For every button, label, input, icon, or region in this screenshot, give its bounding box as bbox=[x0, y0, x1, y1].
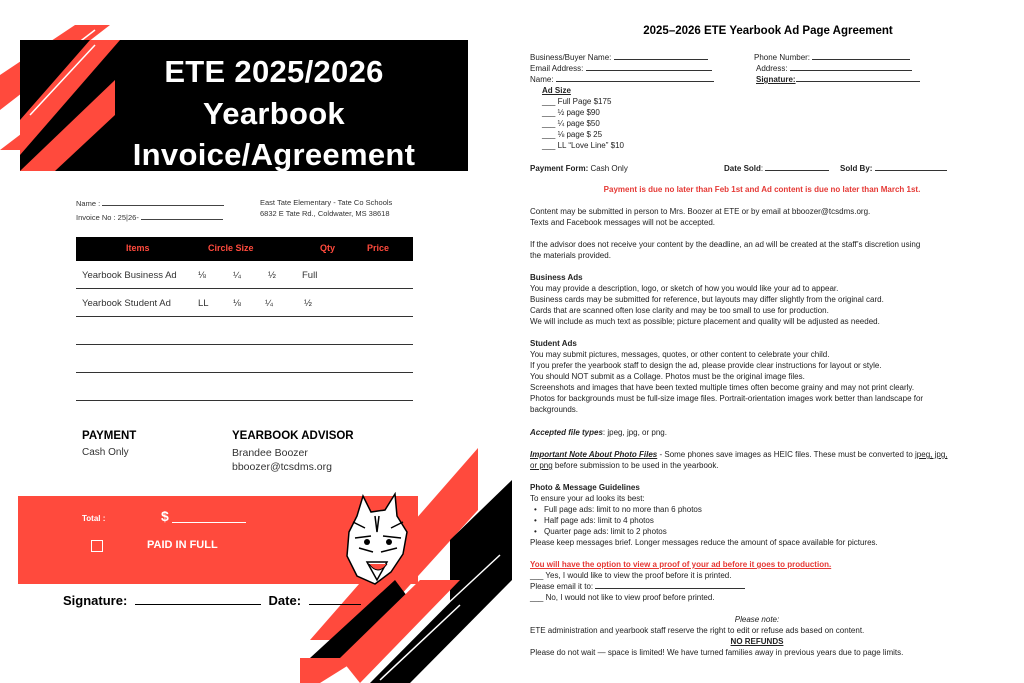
ad-size-heading: Ad Size bbox=[542, 86, 571, 95]
business-ads-line: Business cards may be submitted for reference, but layouts may differ slightly from the original card. bbox=[530, 295, 884, 304]
size-option[interactable]: ½ bbox=[304, 298, 312, 309]
student-ads-line: Screenshots and images that have been texted multiple times often become grainy and may not print clearly. bbox=[530, 383, 915, 392]
ad-size-option[interactable]: ___ ⅛ page $ 25 bbox=[542, 130, 603, 139]
photo-note-formats: jpeg, jpg, bbox=[915, 450, 948, 459]
please-note: Please note: bbox=[734, 615, 780, 624]
size-option[interactable]: ⅛ bbox=[198, 270, 206, 281]
advisor-name: Brandee Boozer bbox=[232, 447, 308, 459]
row-item: Yearbook Student Ad bbox=[82, 298, 171, 309]
agreement-page bbox=[512, 0, 1024, 683]
date-sold-field[interactable] bbox=[765, 164, 829, 171]
guidelines-outro: Please keep messages brief. Longer messages reduce the amount of space available for pictures. bbox=[530, 538, 878, 547]
size-option[interactable]: ⅛ bbox=[233, 298, 241, 309]
title-line-3: Invoice/Agreement bbox=[132, 137, 416, 172]
ad-size-option[interactable]: ___ Full Page $175 bbox=[542, 97, 612, 106]
guidelines-heading: Photo & Message Guidelines bbox=[530, 483, 640, 492]
business-ads-line: You may provide a description, logo, or sketch of how you would like your ad to appear. bbox=[530, 284, 839, 293]
sold-by-row bbox=[840, 163, 947, 174]
signature-label: Signature: bbox=[63, 593, 128, 608]
name-row bbox=[530, 74, 714, 85]
student-ads-line: You may submit pictures, messages, quotes, or other content to celebrate your child. bbox=[530, 350, 830, 359]
payment-value: Cash Only bbox=[82, 447, 129, 458]
proof-yes-option[interactable]: ___ Yes, I would like to view the proof before it is printed. bbox=[530, 571, 732, 580]
address-label: Address: bbox=[756, 64, 788, 73]
business-ads-line: Cards that are scanned often lose clarity and may be too small to use for production. bbox=[530, 306, 829, 315]
items-table bbox=[76, 237, 413, 401]
proof-no-option[interactable]: ___ No, I would not like to view proof before printed. bbox=[530, 593, 715, 602]
school-name: East Tate Elementary - Tate Co Schools bbox=[260, 198, 393, 207]
school-street: 6832 E Tate Rd., Coldwater, MS 38618 bbox=[260, 209, 390, 218]
proof-email-label: Please email it to: bbox=[530, 582, 596, 591]
bobcat-mascot-icon bbox=[345, 492, 411, 590]
student-ads-line: Photos for backgrounds must be full-size image files. Portrait-orientation images work better than landscape for bbox=[530, 394, 924, 403]
photo-note-line2: before submission to be used in the yearbook. bbox=[552, 461, 719, 470]
items-table-header bbox=[76, 237, 413, 261]
file-types-label: Accepted file types bbox=[530, 428, 603, 437]
file-types-value: : jpeg, jpg, or png. bbox=[602, 428, 667, 437]
name-field[interactable] bbox=[102, 198, 224, 206]
signature-row-right bbox=[754, 74, 920, 85]
photo-note bbox=[530, 449, 980, 471]
table-row-empty[interactable] bbox=[76, 373, 413, 401]
business-name-row bbox=[530, 52, 708, 63]
advisor-email: bboozer@tcsdms.org bbox=[232, 461, 332, 473]
student-ads-line: If you prefer the yearbook staff to design the ad, please provide clear instructions for layout or style. bbox=[530, 361, 882, 370]
content-submit-line: Content may be submitted in person to Mrs. Boozer at ETE or by email at bboozer@tcsdms.org. bbox=[530, 207, 871, 216]
no-refunds: NO REFUNDS bbox=[730, 637, 784, 646]
date-sold-row: Date Sold: bbox=[724, 163, 829, 174]
phone-row bbox=[754, 52, 910, 63]
payment-form-value: Cash Only bbox=[590, 164, 628, 173]
total-field[interactable] bbox=[172, 522, 246, 523]
header-circle-size: Circle Size bbox=[208, 243, 254, 253]
header-price: Price bbox=[367, 243, 390, 253]
phone-label: Phone Number: bbox=[754, 53, 811, 62]
business-ads-section bbox=[530, 272, 980, 327]
guidelines-section bbox=[530, 482, 980, 548]
size-option[interactable]: ¼ bbox=[233, 270, 241, 281]
guidelines-list bbox=[530, 504, 980, 537]
table-row bbox=[76, 289, 413, 317]
invoice-no-label: Invoice No : 25|26- bbox=[76, 213, 139, 222]
paid-in-full-checkbox[interactable] bbox=[91, 540, 103, 552]
photo-note-png: or png bbox=[530, 461, 553, 470]
ad-size-option[interactable]: ___ LL “Love Line” $10 bbox=[542, 141, 624, 150]
proof-section bbox=[530, 559, 980, 603]
address-field[interactable] bbox=[790, 64, 912, 71]
header-qty: Qty bbox=[320, 243, 336, 253]
proof-notice: You will have the option to view a proof of your ad before it goes to production. bbox=[530, 560, 832, 569]
payment-form-row bbox=[530, 163, 628, 174]
size-option[interactable]: LL bbox=[198, 298, 209, 309]
business-ads-heading: Business Ads bbox=[530, 273, 583, 282]
invoice-fields bbox=[76, 197, 224, 225]
student-ads-heading: Student Ads bbox=[530, 339, 577, 348]
name-label: Name : bbox=[76, 199, 101, 208]
size-option[interactable]: ½ bbox=[268, 270, 276, 281]
dollar-sign: $ bbox=[161, 508, 169, 524]
row-item: Yearbook Business Ad bbox=[82, 270, 177, 281]
email-row bbox=[530, 63, 712, 74]
phone-field[interactable] bbox=[812, 53, 910, 60]
payment-form-label: Payment Form: bbox=[530, 164, 589, 173]
business-name-label: Business/Buyer Name: bbox=[530, 53, 612, 62]
student-ads-line: You should NOT submit as a Collage. Photos must be the original image files. bbox=[530, 372, 805, 381]
ad-size-option[interactable]: ___ ½ page $90 bbox=[542, 108, 600, 117]
date-label: Date: bbox=[268, 593, 302, 608]
photo-note-label: Important Note About Photo Files bbox=[530, 450, 658, 459]
student-ads-line: backgrounds. bbox=[530, 405, 579, 414]
name-label: Name: bbox=[530, 75, 554, 84]
agreement-title: 2025–2026 ETE Yearbook Ad Page Agreement bbox=[643, 25, 893, 37]
ad-size-option[interactable]: ___ ¼ page $50 bbox=[542, 119, 600, 128]
school-address bbox=[260, 197, 392, 219]
date-sold-label: Date Sold bbox=[724, 164, 761, 173]
title-line-1: ETE 2025/2026 bbox=[164, 54, 384, 89]
title-stripe-overlay bbox=[20, 40, 130, 171]
total-label: Total : bbox=[82, 514, 106, 523]
signature-field[interactable] bbox=[135, 593, 261, 605]
guidelines-intro: To ensure your ad looks its best: bbox=[530, 494, 645, 503]
title-line-2: Yearbook bbox=[203, 96, 345, 131]
email-field[interactable] bbox=[586, 64, 712, 71]
list-item: • Half page ads: limit to 4 photos bbox=[530, 515, 980, 526]
advisor-deadline bbox=[530, 239, 980, 261]
list-item: • Quarter page ads: limit to 2 photos bbox=[530, 526, 980, 537]
business-name-field[interactable] bbox=[614, 53, 708, 60]
signature-label-right: Signature: bbox=[756, 75, 796, 84]
signature-row bbox=[63, 593, 361, 608]
size-option[interactable]: Full bbox=[302, 270, 318, 281]
deadline-notice: Payment is due no later than Feb 1st and Ad content is due no later than March 1st. bbox=[603, 185, 921, 194]
final-notice: Please do not wait — space is limited! We have turned families away in previous years due to page limits. bbox=[530, 648, 904, 657]
proof-email-field[interactable] bbox=[595, 582, 745, 589]
sold-by-label: Sold By: bbox=[840, 164, 873, 173]
business-ads-line: We will include as much text as possible; picture placement and quality will be adjusted as needed. bbox=[530, 317, 880, 326]
paid-in-full-label: PAID IN FULL bbox=[147, 539, 218, 551]
size-option[interactable]: ¼ bbox=[265, 298, 273, 309]
signature-field-right[interactable] bbox=[796, 75, 920, 82]
header-items: Items bbox=[126, 243, 150, 253]
table-row-empty[interactable] bbox=[76, 317, 413, 345]
content-submit-line: Texts and Facebook messages will not be accepted. bbox=[530, 218, 715, 227]
student-ads-section bbox=[530, 338, 980, 415]
table-row bbox=[76, 261, 413, 289]
invoice-no-field[interactable] bbox=[141, 212, 223, 220]
address-row bbox=[754, 63, 912, 74]
sold-by-field[interactable] bbox=[875, 164, 947, 171]
name-field[interactable] bbox=[556, 75, 714, 82]
content-submission bbox=[530, 206, 980, 228]
photo-note-text: - Some phones save images as HEIC files. These must be converted to bbox=[657, 450, 916, 459]
advisor-deadline-line: the materials provided. bbox=[530, 251, 611, 260]
file-types bbox=[530, 427, 980, 438]
date-field[interactable] bbox=[309, 593, 361, 605]
list-item: • Full page ads: limit to no more than 6 photos bbox=[530, 504, 980, 515]
advisor-deadline-line: If the advisor does not receive your content by the deadline, an ad will be created at the staff’s discretion using bbox=[530, 240, 921, 249]
admin-rights: ETE administration and yearbook staff reserve the right to edit or refuse ads based on content. bbox=[530, 626, 865, 635]
email-label: Email Address: bbox=[530, 64, 584, 73]
advisor-heading: YEARBOOK ADVISOR bbox=[232, 430, 354, 442]
payment-heading: PAYMENT bbox=[82, 430, 137, 442]
table-row-empty[interactable] bbox=[76, 345, 413, 373]
